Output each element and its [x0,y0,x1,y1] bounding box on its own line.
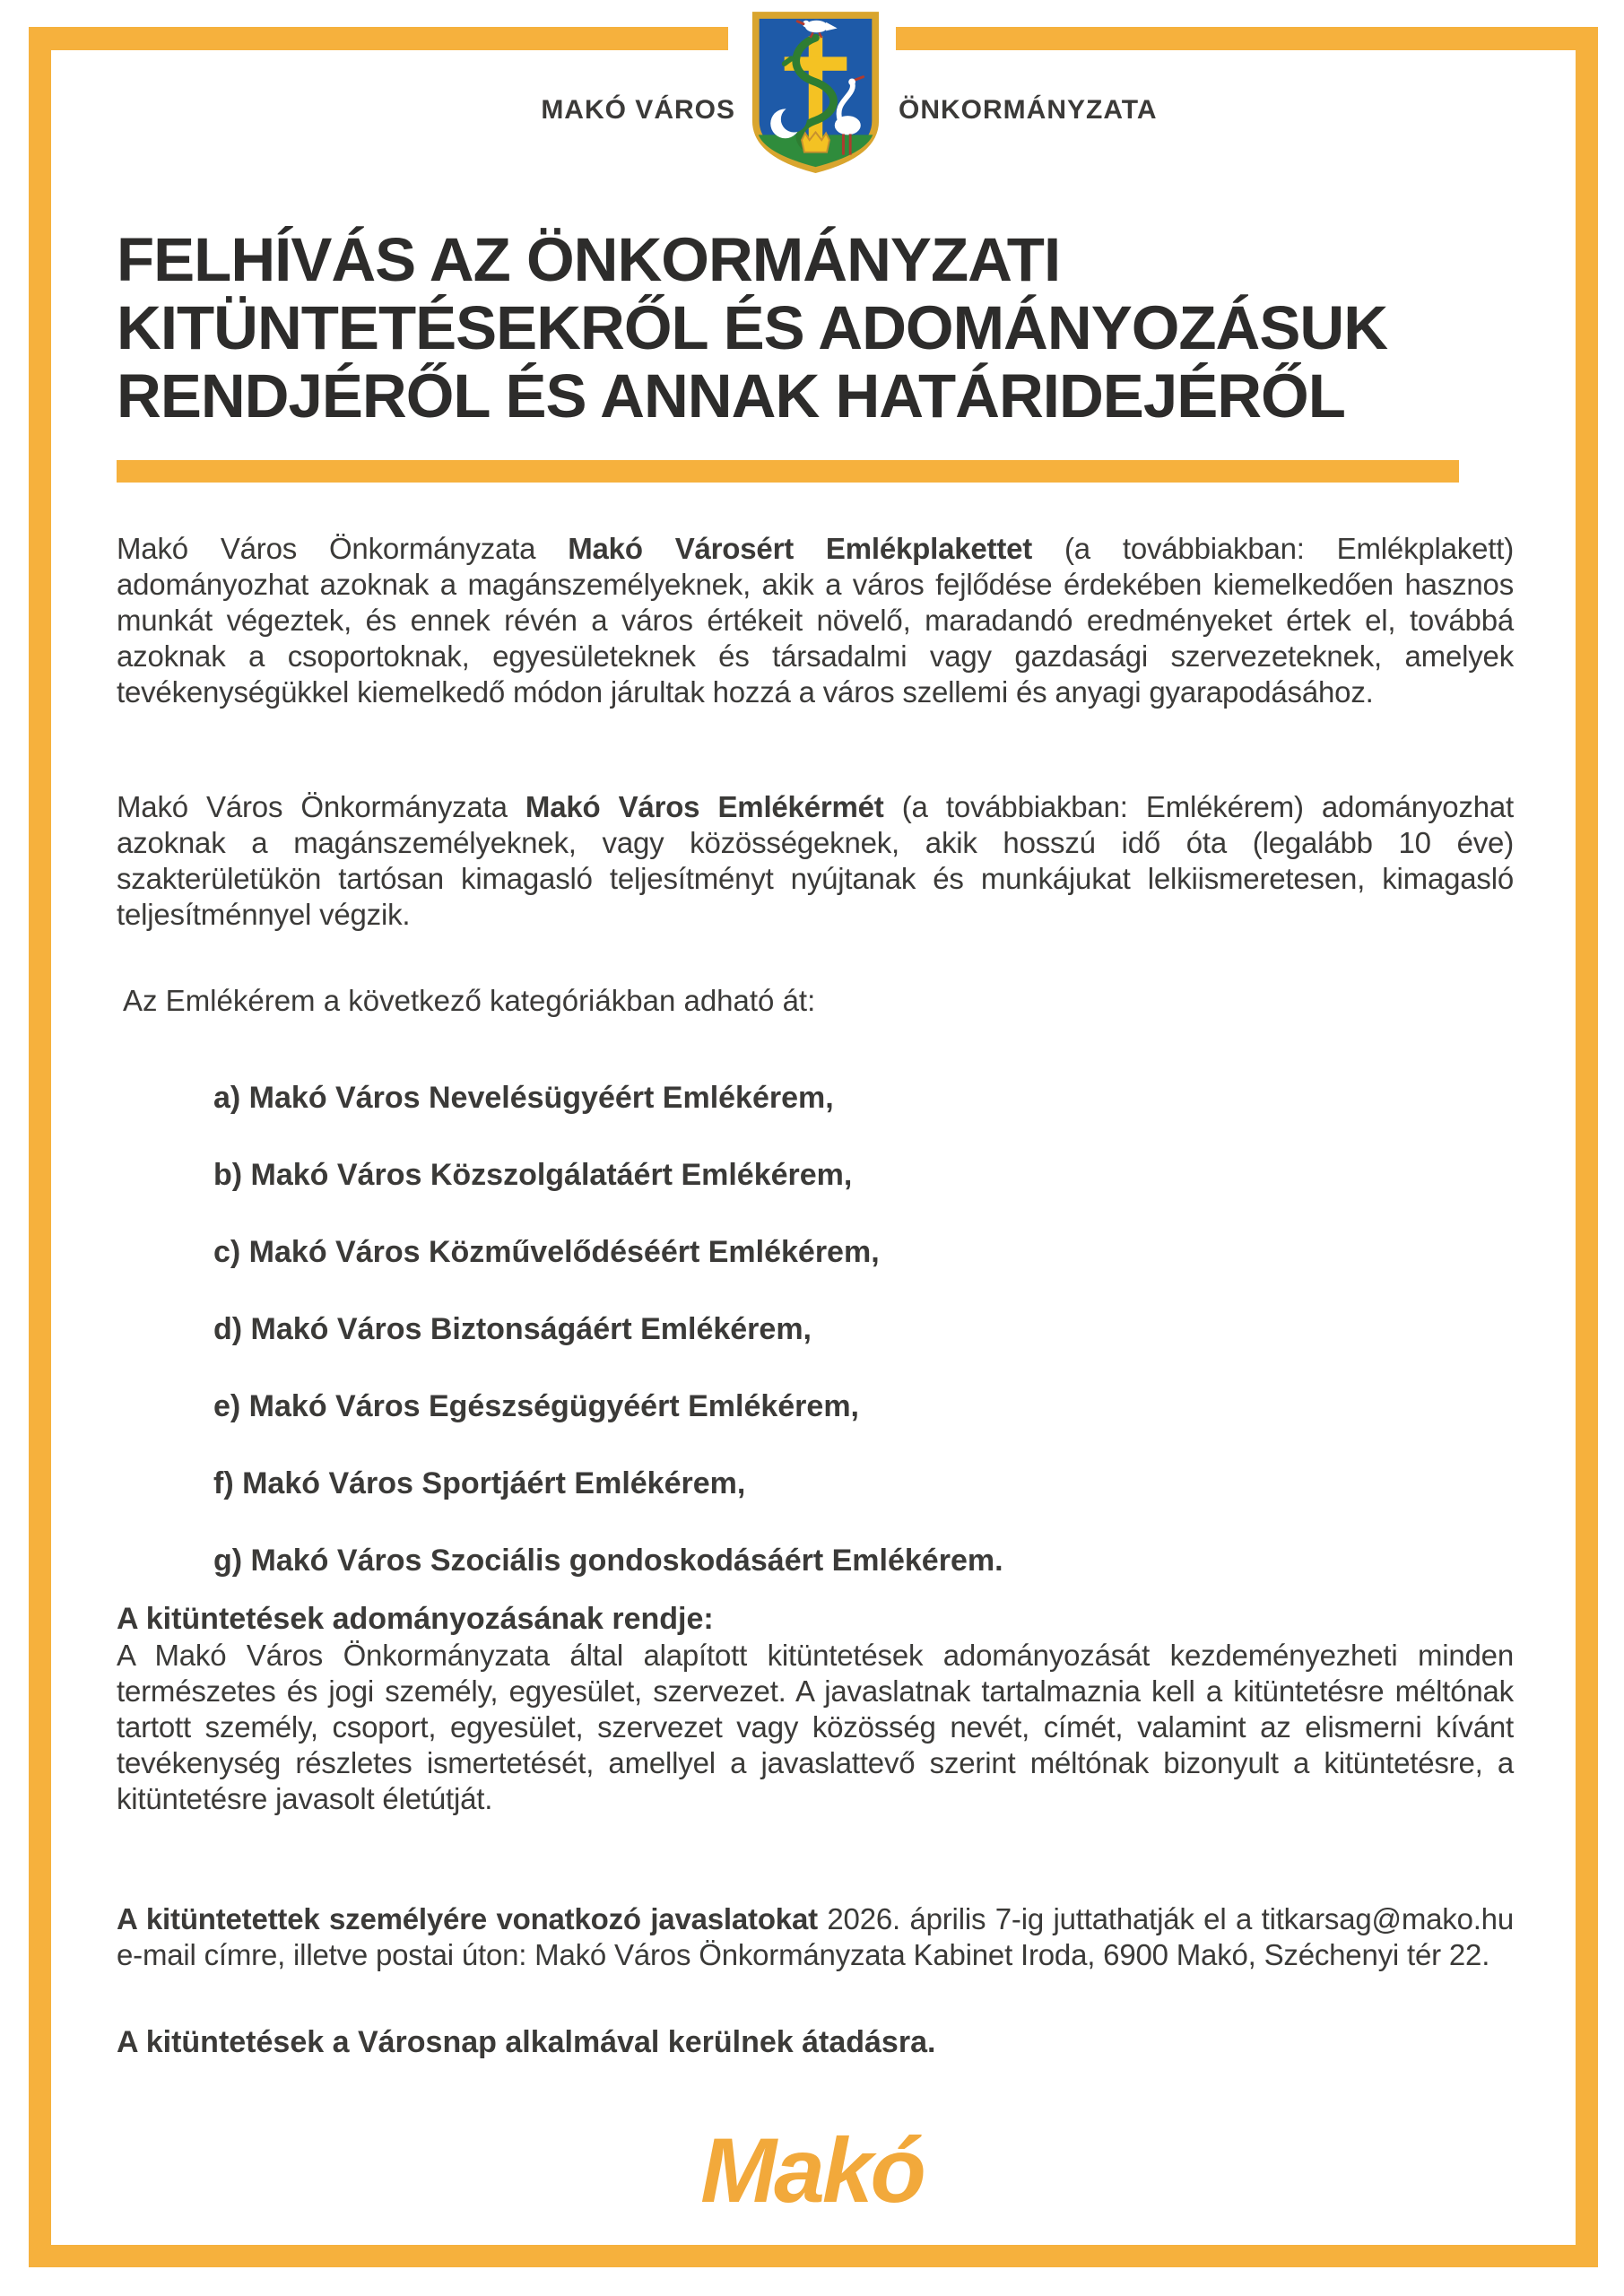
paragraph-text: Makó Város Önkormányzata [117,532,569,565]
award-list-item-g: g) Makó Város Szociális gondoskodásáért Emlékérem. [213,1544,1003,1578]
award-list-item-e: e) Makó Város Egészségügyéért Emlékérem, [213,1389,859,1423]
submission-details: 2026. április 7-ig juttathatják el a titkarsag@mako.hu e-mail címre, illetve postai úton: Makó Város Önkormányzata Kabinet Iroda, 6900 Makó, Széchenyi tér 22. [117,1902,1514,1971]
categories-intro: Az Emlékérem a következő kategóriákban adható át: [123,984,816,1017]
city-coat-of-arms-icon [751,9,881,176]
mako-city-logo: Makó [700,2119,924,2222]
page-title-line-1: FELHÍVÁS AZ ÖNKORMÁNYZATI [117,225,1061,294]
frame-top-bar-left [29,27,728,50]
award-list-item-f: f) Makó Város Sportjáért Emlékérem, [213,1466,746,1500]
award-name-emlekerem: Makó Város Emlékérmét [525,790,884,823]
frame-right-border [1576,27,1598,2267]
rules-paragraph: A Makó Város Önkormányzata által alapított kitüntetések adományozását kezdeményezheti minden természetes és jogi személy, egyesület, szervezet. A javaslatnak tartalmaznia kell a kitüntetésre méltónak tartott személy, csoport, egyesület, szervezet vagy közösség nevét, címét, valamint az elismerni kívánt tevékenység részletes ismertetését, amellyel a javaslattevő szerint méltónak bizonyult a kitüntetésre, a kitüntetésre javasolt életútját. [117,1639,1514,1815]
frame-top-bar-right [896,27,1598,50]
award-name-emlekplakett: Makó Városért Emlékplakettet [568,532,1033,565]
page-title-line-3: RENDJÉRŐL ÉS ANNAK HATÁRIDEJÉRŐL [117,361,1345,430]
award-list-item-d: d) Makó Város Biztonságáért Emlékérem, [213,1312,812,1346]
paragraph-emlekerem [117,789,1514,933]
closing-statement: A kitüntetések a Városnap alkalmával kerülnek átadásra. [117,2025,936,2059]
page-title-line-2: KITÜNTETÉSEKRŐL ÉS ADOMÁNYOZÁSUK [117,293,1388,362]
rules-section-heading: A kitüntetések adományozásának rendje: [117,1602,714,1636]
paragraph-text: Makó Város Önkormányzata [117,790,525,823]
paragraph-text: (a továbbiakban: Emlékplakett) adományozhat azoknak a magánszemélyeknek, akik a város fejlődése érdekében kiemelkedően hasznos munkát végeztek, és ennek révén a város értékeit növelő, maradandó eredményeket értek el, továbbá azoknak a csoportoknak, egyesületeknek és társadalmi vagy gazdasági szervezeteknek, amelyek tevékenységükkel kiemelkedő módon járultak hozzá a város szellemi és anyagi gyarapodásához. [117,532,1514,709]
award-list-item-a: a) Makó Város Nevelésügyéért Emlékérem, [213,1081,834,1115]
submission-lead-bold: A kitüntetettek személyére vonatkozó javaslatokat [117,1902,818,1935]
frame-bottom-border [29,2245,1598,2267]
award-list-item-b: b) Makó Város Közszolgálatáért Emlékérem, [213,1158,853,1192]
title-underline-bar [117,460,1459,483]
paragraph-emlekplakett [117,531,1514,710]
submission-paragraph [117,1901,1514,1973]
award-list-item-c: c) Makó Város Közművelődéséért Emlékérem, [213,1235,880,1269]
frame-left-border [29,27,51,2267]
header-city-name: MAKÓ VÁROS [541,95,735,125]
paragraph-text: (a továbbiakban: Emlékérem) adományozhat azoknak a magánszemélyeknek, vagy közösségeknek, akik hosszú idő óta (legalább 10 éve) szakterületükön tartósan kimagasló teljesítményt nyújtanak és munkájukat lelkiismeretesen, kimagasló teljesítménnyel végzik. [117,790,1514,931]
header-municipality: ÖNKORMÁNYZATA [899,95,1158,125]
